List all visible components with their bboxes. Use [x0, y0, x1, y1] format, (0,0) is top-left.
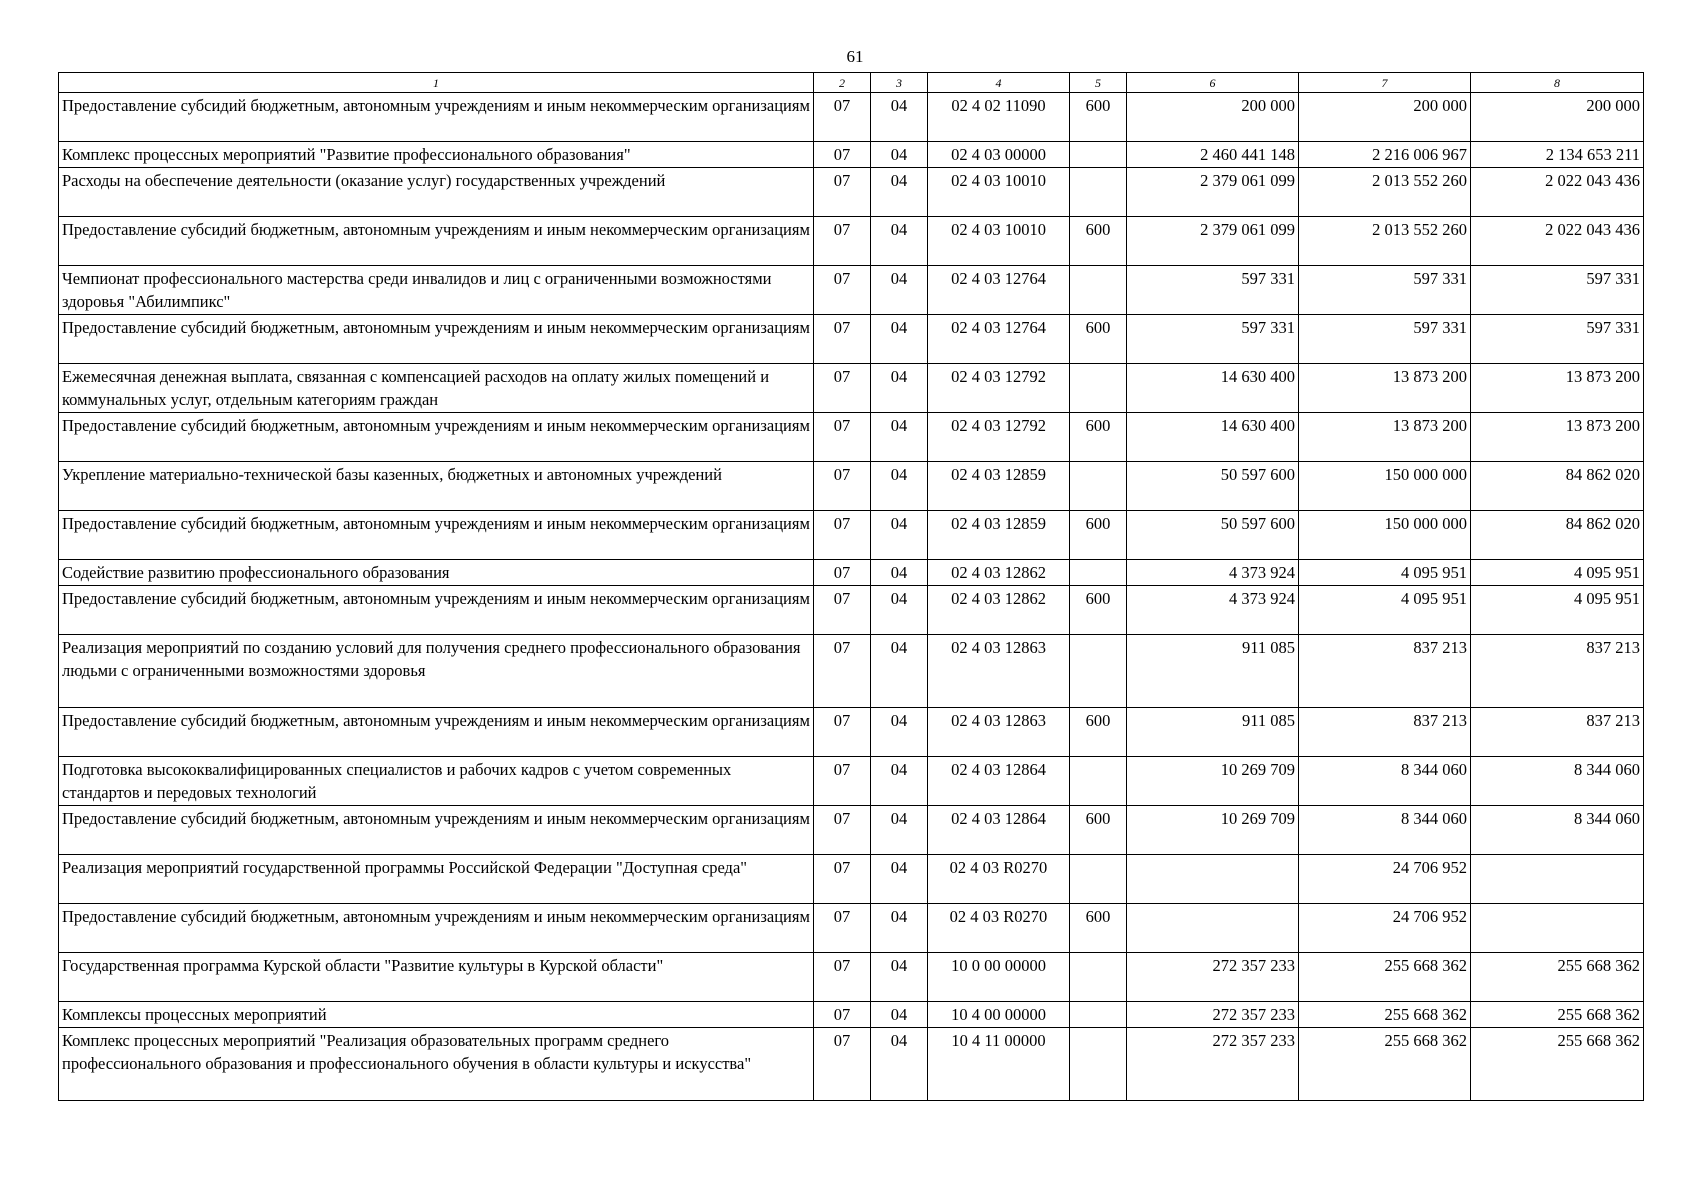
section-code-cell: 07 [814, 855, 871, 904]
header-cell: 2 [814, 73, 871, 93]
amount-year-1-cell: 597 331 [1127, 315, 1299, 364]
table-row [59, 511, 1644, 560]
section-code-cell: 07 [814, 511, 871, 560]
target-article-cell: 02 4 03 12863 [928, 708, 1070, 757]
amount-year-3-cell: 84 862 020 [1471, 511, 1644, 560]
subsection-code-cell: 04 [871, 364, 928, 413]
target-article-cell: 02 4 03 12792 [928, 364, 1070, 413]
amount-year-2-cell: 8 344 060 [1299, 806, 1471, 855]
amount-year-3-cell: 255 668 362 [1471, 953, 1644, 1002]
amount-year-2-cell: 2 013 552 260 [1299, 168, 1471, 217]
section-code-cell: 07 [814, 266, 871, 315]
amount-year-3-cell: 255 668 362 [1471, 1028, 1644, 1101]
budget-table [58, 72, 1644, 1101]
amount-year-3-cell: 84 862 020 [1471, 462, 1644, 511]
item-name-cell: Предоставление субсидий бюджетным, автономным учреждениям и иным некоммерческим организациям [59, 904, 814, 953]
target-article-cell: 02 4 03 12862 [928, 560, 1070, 586]
amount-year-2-cell: 837 213 [1299, 635, 1471, 708]
expense-type-cell [1070, 1028, 1127, 1101]
item-name-cell: Комплекс процессных мероприятий "Реализация образовательных программ среднего профессионального образования и профессионального обучения в области культуры и искусства" [59, 1028, 814, 1101]
item-name-cell: Подготовка высококвалифицированных специалистов и рабочих кадров с учетом современных стандартов и передовых технологий [59, 757, 814, 806]
subsection-code-cell: 04 [871, 1002, 928, 1028]
expense-type-cell [1070, 462, 1127, 511]
amount-year-3-cell [1471, 904, 1644, 953]
table-row [59, 855, 1644, 904]
table-row [59, 1028, 1644, 1101]
amount-year-1-cell: 50 597 600 [1127, 511, 1299, 560]
amount-year-2-cell: 200 000 [1299, 93, 1471, 142]
amount-year-1-cell [1127, 855, 1299, 904]
subsection-code-cell: 04 [871, 142, 928, 168]
expense-type-cell: 600 [1070, 904, 1127, 953]
subsection-code-cell: 04 [871, 217, 928, 266]
target-article-cell: 02 4 03 00000 [928, 142, 1070, 168]
target-article-cell: 02 4 03 12864 [928, 757, 1070, 806]
amount-year-1-cell: 10 269 709 [1127, 757, 1299, 806]
amount-year-3-cell: 200 000 [1471, 93, 1644, 142]
table-row [59, 364, 1644, 413]
amount-year-2-cell: 13 873 200 [1299, 364, 1471, 413]
amount-year-3-cell: 2 022 043 436 [1471, 168, 1644, 217]
expense-type-cell: 600 [1070, 511, 1127, 560]
section-code-cell: 07 [814, 462, 871, 511]
section-code-cell: 07 [814, 142, 871, 168]
section-code-cell: 07 [814, 635, 871, 708]
section-code-cell: 07 [814, 806, 871, 855]
amount-year-2-cell: 4 095 951 [1299, 586, 1471, 635]
expense-type-cell [1070, 855, 1127, 904]
target-article-cell: 02 4 03 R0270 [928, 855, 1070, 904]
section-code-cell: 07 [814, 953, 871, 1002]
amount-year-2-cell: 150 000 000 [1299, 511, 1471, 560]
target-article-cell: 02 4 03 12859 [928, 462, 1070, 511]
target-article-cell: 02 4 03 12862 [928, 586, 1070, 635]
expense-type-cell [1070, 757, 1127, 806]
amount-year-3-cell: 8 344 060 [1471, 806, 1644, 855]
table-row [59, 904, 1644, 953]
amount-year-2-cell: 13 873 200 [1299, 413, 1471, 462]
item-name-cell: Предоставление субсидий бюджетным, автономным учреждениям и иным некоммерческим организациям [59, 806, 814, 855]
target-article-cell: 02 4 03 12864 [928, 806, 1070, 855]
table-row [59, 93, 1644, 142]
amount-year-3-cell: 2 022 043 436 [1471, 217, 1644, 266]
subsection-code-cell: 04 [871, 953, 928, 1002]
amount-year-2-cell: 597 331 [1299, 315, 1471, 364]
target-article-cell: 02 4 03 10010 [928, 168, 1070, 217]
subsection-code-cell: 04 [871, 315, 928, 364]
amount-year-3-cell: 8 344 060 [1471, 757, 1644, 806]
amount-year-2-cell: 255 668 362 [1299, 953, 1471, 1002]
amount-year-2-cell: 24 706 952 [1299, 855, 1471, 904]
item-name-cell: Предоставление субсидий бюджетным, автономным учреждениям и иным некоммерческим организациям [59, 708, 814, 757]
section-code-cell: 07 [814, 413, 871, 462]
section-code-cell: 07 [814, 586, 871, 635]
table-row [59, 315, 1644, 364]
header-cell: 3 [871, 73, 928, 93]
amount-year-2-cell: 597 331 [1299, 266, 1471, 315]
header-cell: 1 [59, 73, 814, 93]
section-code-cell: 07 [814, 93, 871, 142]
subsection-code-cell: 04 [871, 462, 928, 511]
section-code-cell: 07 [814, 1002, 871, 1028]
amount-year-2-cell: 255 668 362 [1299, 1028, 1471, 1101]
target-article-cell: 02 4 03 12859 [928, 511, 1070, 560]
expense-type-cell: 600 [1070, 315, 1127, 364]
header-cell: 5 [1070, 73, 1127, 93]
table-row [59, 266, 1644, 315]
subsection-code-cell: 04 [871, 904, 928, 953]
amount-year-1-cell: 200 000 [1127, 93, 1299, 142]
target-article-cell: 02 4 02 11090 [928, 93, 1070, 142]
target-article-cell: 02 4 03 12764 [928, 266, 1070, 315]
amount-year-2-cell: 8 344 060 [1299, 757, 1471, 806]
section-code-cell: 07 [814, 708, 871, 757]
amount-year-1-cell: 911 085 [1127, 708, 1299, 757]
item-name-cell: Расходы на обеспечение деятельности (оказание услуг) государственных учреждений [59, 168, 814, 217]
subsection-code-cell: 04 [871, 708, 928, 757]
target-article-cell: 02 4 03 12863 [928, 635, 1070, 708]
subsection-code-cell: 04 [871, 168, 928, 217]
subsection-code-cell: 04 [871, 757, 928, 806]
expense-type-cell [1070, 953, 1127, 1002]
expense-type-cell: 600 [1070, 806, 1127, 855]
item-name-cell: Содействие развитию профессионального образования [59, 560, 814, 586]
amount-year-1-cell: 911 085 [1127, 635, 1299, 708]
subsection-code-cell: 04 [871, 266, 928, 315]
amount-year-1-cell [1127, 904, 1299, 953]
table-row [59, 217, 1644, 266]
item-name-cell: Предоставление субсидий бюджетным, автономным учреждениям и иным некоммерческим организациям [59, 315, 814, 364]
expense-type-cell [1070, 560, 1127, 586]
subsection-code-cell: 04 [871, 855, 928, 904]
table-row [59, 953, 1644, 1002]
expense-type-cell [1070, 142, 1127, 168]
subsection-code-cell: 04 [871, 560, 928, 586]
section-code-cell: 07 [814, 364, 871, 413]
expense-type-cell [1070, 1002, 1127, 1028]
subsection-code-cell: 04 [871, 1028, 928, 1101]
expense-type-cell [1070, 266, 1127, 315]
amount-year-3-cell: 2 134 653 211 [1471, 142, 1644, 168]
item-name-cell: Предоставление субсидий бюджетным, автономным учреждениям и иным некоммерческим организациям [59, 93, 814, 142]
expense-type-cell [1070, 364, 1127, 413]
subsection-code-cell: 04 [871, 586, 928, 635]
target-article-cell: 10 4 11 00000 [928, 1028, 1070, 1101]
item-name-cell: Комплексы процессных мероприятий [59, 1002, 814, 1028]
item-name-cell: Предоставление субсидий бюджетным, автономным учреждениям и иным некоммерческим организациям [59, 511, 814, 560]
subsection-code-cell: 04 [871, 635, 928, 708]
amount-year-1-cell: 50 597 600 [1127, 462, 1299, 511]
amount-year-2-cell: 4 095 951 [1299, 560, 1471, 586]
section-code-cell: 07 [814, 168, 871, 217]
expense-type-cell: 600 [1070, 413, 1127, 462]
header-row [59, 73, 1644, 93]
amount-year-3-cell [1471, 855, 1644, 904]
amount-year-3-cell: 13 873 200 [1471, 413, 1644, 462]
amount-year-3-cell: 4 095 951 [1471, 560, 1644, 586]
target-article-cell: 02 4 03 12792 [928, 413, 1070, 462]
table-row [59, 1002, 1644, 1028]
amount-year-1-cell: 272 357 233 [1127, 1002, 1299, 1028]
amount-year-3-cell: 597 331 [1471, 315, 1644, 364]
target-article-cell: 02 4 03 12764 [928, 315, 1070, 364]
amount-year-1-cell: 272 357 233 [1127, 953, 1299, 1002]
item-name-cell: Комплекс процессных мероприятий "Развитие профессионального образования" [59, 142, 814, 168]
table-row [59, 560, 1644, 586]
header-cell: 6 [1127, 73, 1299, 93]
item-name-cell: Реализация мероприятий государственной программы Российской Федерации "Доступная среда" [59, 855, 814, 904]
section-code-cell: 07 [814, 560, 871, 586]
amount-year-1-cell: 597 331 [1127, 266, 1299, 315]
expense-type-cell [1070, 635, 1127, 708]
header-cell: 4 [928, 73, 1070, 93]
amount-year-3-cell: 13 873 200 [1471, 364, 1644, 413]
table-row [59, 462, 1644, 511]
expense-type-cell: 600 [1070, 708, 1127, 757]
item-name-cell: Чемпионат профессионального мастерства среди инвалидов и лиц с ограниченными возможностями здоровья "Абилимпикс" [59, 266, 814, 315]
amount-year-1-cell: 14 630 400 [1127, 413, 1299, 462]
item-name-cell: Реализация мероприятий по созданию условий для получения среднего профессионального образования людьми с ограниченными возможностями здоровья [59, 635, 814, 708]
section-code-cell: 07 [814, 217, 871, 266]
section-code-cell: 07 [814, 1028, 871, 1101]
subsection-code-cell: 04 [871, 806, 928, 855]
amount-year-1-cell: 14 630 400 [1127, 364, 1299, 413]
target-article-cell: 02 4 03 10010 [928, 217, 1070, 266]
amount-year-1-cell: 272 357 233 [1127, 1028, 1299, 1101]
table-row [59, 708, 1644, 757]
item-name-cell: Предоставление субсидий бюджетным, автономным учреждениям и иным некоммерческим организациям [59, 217, 814, 266]
item-name-cell: Государственная программа Курской области "Развитие культуры в Курской области" [59, 953, 814, 1002]
amount-year-3-cell: 837 213 [1471, 635, 1644, 708]
amount-year-3-cell: 255 668 362 [1471, 1002, 1644, 1028]
amount-year-2-cell: 2 216 006 967 [1299, 142, 1471, 168]
expense-type-cell: 600 [1070, 93, 1127, 142]
item-name-cell: Предоставление субсидий бюджетным, автономным учреждениям и иным некоммерческим организациям [59, 586, 814, 635]
subsection-code-cell: 04 [871, 413, 928, 462]
item-name-cell: Укрепление материально-технической базы казенных, бюджетных и автономных учреждений [59, 462, 814, 511]
expense-type-cell: 600 [1070, 217, 1127, 266]
section-code-cell: 07 [814, 315, 871, 364]
target-article-cell: 10 4 00 00000 [928, 1002, 1070, 1028]
amount-year-3-cell: 4 095 951 [1471, 586, 1644, 635]
amount-year-1-cell: 2 379 061 099 [1127, 217, 1299, 266]
target-article-cell: 10 0 00 00000 [928, 953, 1070, 1002]
item-name-cell: Ежемесячная денежная выплата, связанная с компенсацией расходов на оплату жилых помещений и коммунальных услуг, отдельным категориям граждан [59, 364, 814, 413]
subsection-code-cell: 04 [871, 511, 928, 560]
header-cell: 8 [1471, 73, 1644, 93]
section-code-cell: 07 [814, 757, 871, 806]
subsection-code-cell: 04 [871, 93, 928, 142]
expense-type-cell: 600 [1070, 586, 1127, 635]
amount-year-1-cell: 2 460 441 148 [1127, 142, 1299, 168]
amount-year-1-cell: 4 373 924 [1127, 560, 1299, 586]
amount-year-1-cell: 4 373 924 [1127, 586, 1299, 635]
amount-year-2-cell: 150 000 000 [1299, 462, 1471, 511]
section-code-cell: 07 [814, 904, 871, 953]
table-row [59, 635, 1644, 708]
table-row [59, 806, 1644, 855]
amount-year-2-cell: 24 706 952 [1299, 904, 1471, 953]
table-row [59, 757, 1644, 806]
header-cell: 7 [1299, 73, 1471, 93]
table-row [59, 142, 1644, 168]
amount-year-2-cell: 837 213 [1299, 708, 1471, 757]
amount-year-3-cell: 837 213 [1471, 708, 1644, 757]
table-row [59, 413, 1644, 462]
page-number: 61 [846, 47, 864, 66]
table-row [59, 586, 1644, 635]
table-row [59, 168, 1644, 217]
target-article-cell: 02 4 03 R0270 [928, 904, 1070, 953]
amount-year-1-cell: 2 379 061 099 [1127, 168, 1299, 217]
amount-year-1-cell: 10 269 709 [1127, 806, 1299, 855]
amount-year-2-cell: 255 668 362 [1299, 1002, 1471, 1028]
item-name-cell: Предоставление субсидий бюджетным, автономным учреждениям и иным некоммерческим организациям [59, 413, 814, 462]
amount-year-3-cell: 597 331 [1471, 266, 1644, 315]
expense-type-cell [1070, 168, 1127, 217]
amount-year-2-cell: 2 013 552 260 [1299, 217, 1471, 266]
